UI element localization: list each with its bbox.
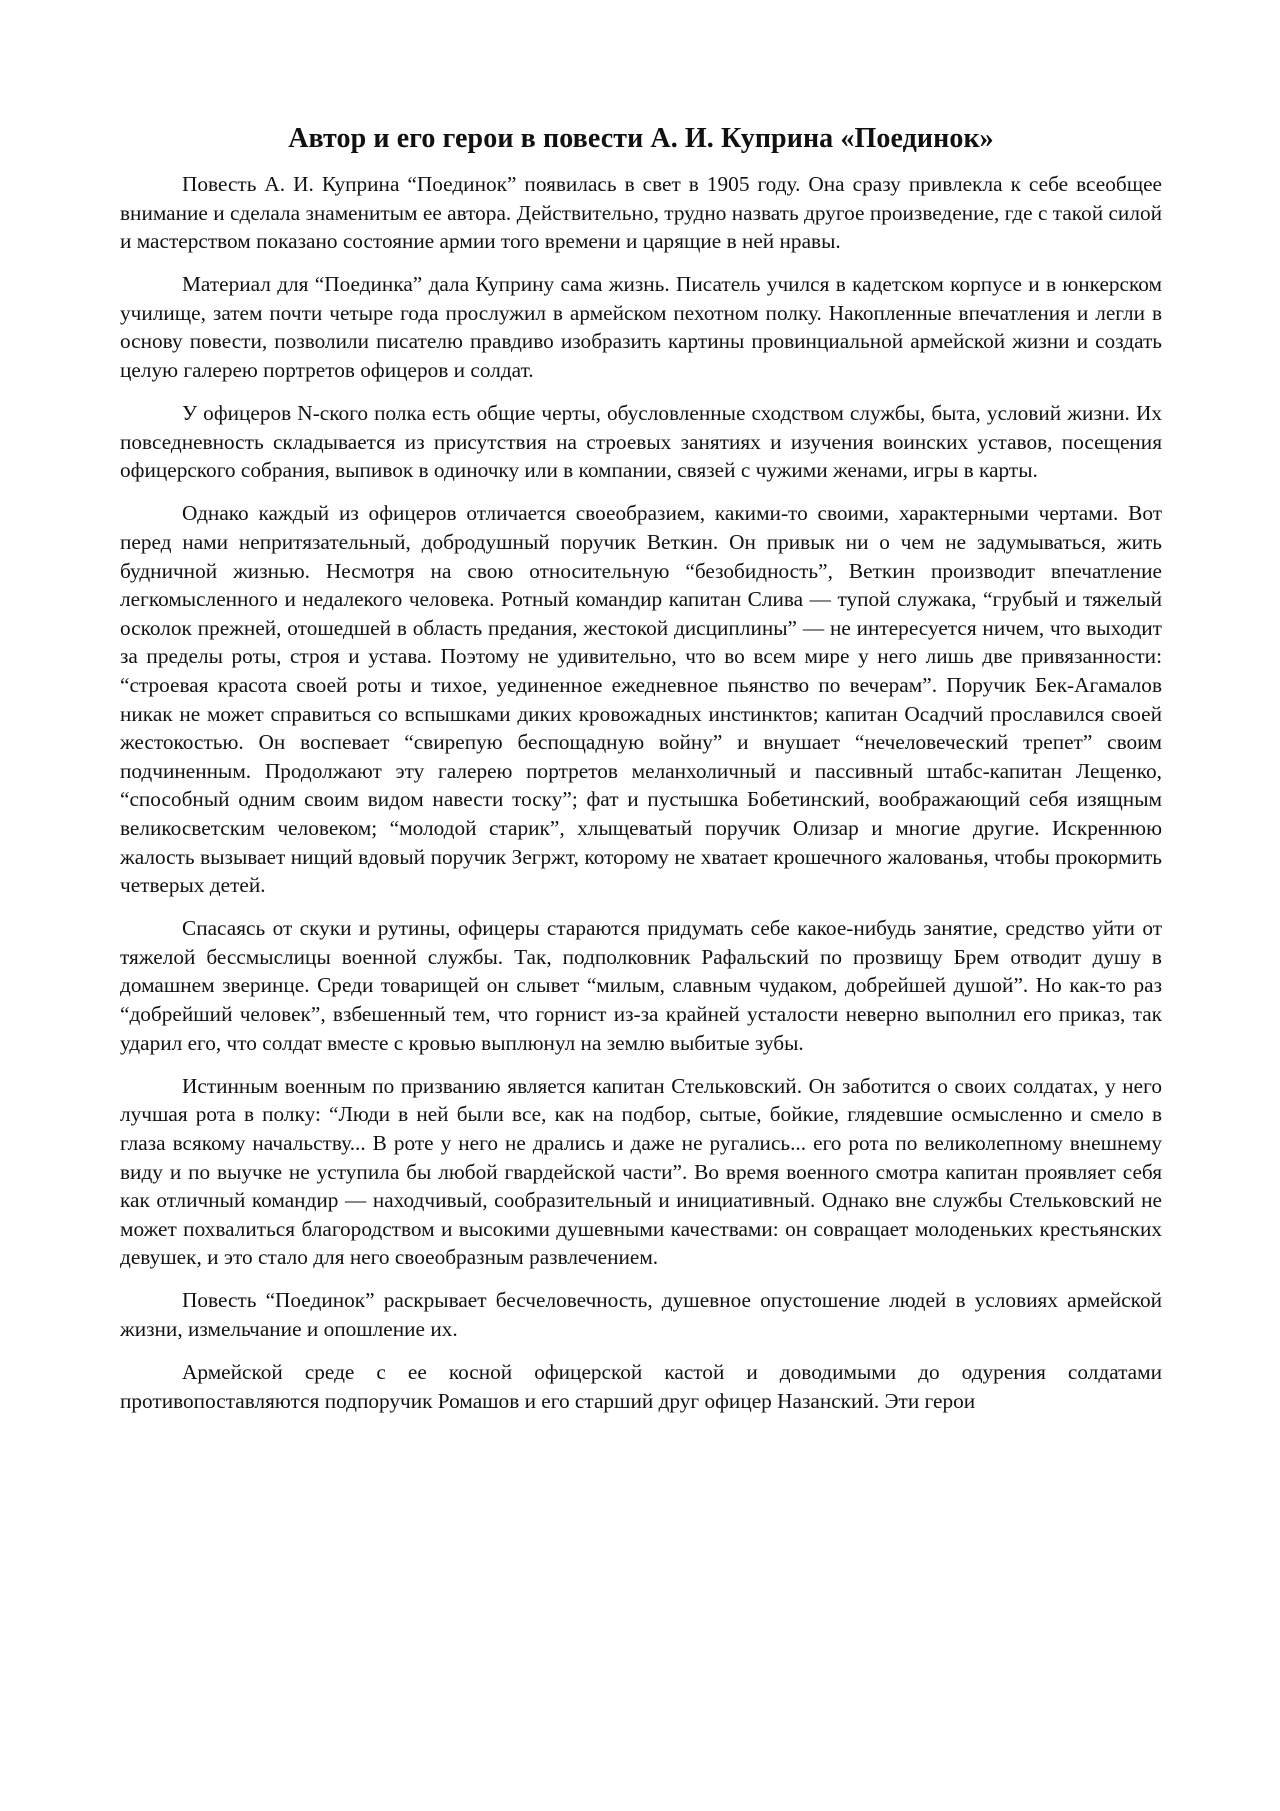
- paragraph-2: Материал для “Поединка” дала Куприну сама жизнь. Писатель учился в кадетском корпусе и в юнкерском училище, затем почти четыре года прослужил в армейском пехотном полку. Накопленные впечатления и легли в основу повести, позволили писателю правдиво изобразить картины провинциальной армейской жизни и создать целую галерею портретов офицеров и солдат.: [120, 272, 1162, 383]
- paragraph-3: У офицеров N-ского полка есть общие черты, обусловленные сходством службы, быта, условий жизни. Их повседневность складывается из присутствия на строевых занятиях и изучения воинских уставов, посещения офицерского собрания, выпивок в одиночку или в компании, связей с чужими женами, игры в карты.: [120, 401, 1162, 483]
- document-title: Автор и его герои в повести А. И. Куприна «Поединок»: [288, 123, 994, 154]
- paragraph-8: Армейской среде с ее косной офицерской кастой и доводимыми до одурения солдатами противопоставляются подпоручик Ромашов и его старший друг офицер Назанский. Эти герои: [120, 1360, 1162, 1413]
- paragraph-4: Однако каждый из офицеров отличается своеобразием, какими-то своими, характерными чертами. Вот перед нами непритязательный, добродушный поручик Веткин. Он привык ни о чем не задумываться, жить будничной жизнью. Несмотря на свою относительную “безобидность”, Веткин производит впечатление легкомысленного и недалекого человека. Ротный командир капитан Слива — тупой служака, “грубый и тяжелый осколок прежней, отошедшей в область предания, жестокой дисциплины” — не интересуется ничем, что выходит за пределы роты, строя и устава. Поэтому не удивительно, что во всем мире у него лишь две привязанности: “строевая красота своей роты и тихое, уединенное ежедневное пьянство по вечерам”. Поручик Бек-Агамалов никак не может справиться со вспышками диких кровожадных инстинктов; капитан Осадчий прославился своей жестокостью. Он воспевает “свирепую беспощадную войну” и внушает “нечеловеческий трепет” своим подчиненным. Продолжают эту галерею портретов меланхоличный и пассивный штабс-капитан Лещенко, “способный одним своим видом навести тоску”; фат и пустышка Бобетинский, воображающий себя изящным великосветским человеком; “молодой старик”, хлыщеватый поручик Олизар и многие другие. Искреннюю жалость вызывает нищий вдовый поручик Зегржт, которому не хватает крошечного жалованья, чтобы прокормить четверых детей.: [120, 501, 1162, 898]
- paragraph-6: Истинным военным по призванию является капитан Стельковский. Он заботится о своих солдатах, у него лучшая рота в полку: “Люди в ней были все, как на подбор, сытые, бойкие, глядевшие осмысленно и смело в глаза всякому начальству... В роте у него не дрались и даже не ругались... его рота по великолепному внешнему виду и по выучке не уступила бы любой гвардейской части”. Во время военного смотра капитан проявляет себя как отличный командир — находчивый, сообразительный и инициативный. Однако вне службы Стельковский не может похвалиться благородством и высокими душевными качествами: он совращает молоденьких крестьянских девушек, и это стало для него своеобразным развлечением.: [120, 1073, 1162, 1270]
- paragraph-1: Повесть А. И. Куприна “Поединок” появилась в свет в 1905 году. Она сразу привлекла к себе всеобщее внимание и сделала знаменитым ее автора. Действительно, трудно назвать другое произведение, где с такой силой и мастерством показано состояние армии того времени и царящие в ней нравы.: [120, 172, 1162, 254]
- paragraph-7: Повесть “Поединок” раскрывает бесчеловечность, душевное опустошение людей в условиях армейской жизни, измельчание и опошление их.: [120, 1288, 1162, 1341]
- paragraph-5: Спасаясь от скуки и рутины, офицеры стараются придумать себе какое-нибудь занятие, средство уйти от тяжелой бессмыслицы военной службы. Так, подполковник Рафальский по прозвищу Брем отводит душу в домашнем зверинце. Среди товарищей он слывет “милым, славным чудаком, добрейшей душой”. Но как-то раз “добрейший человек”, взбешенный тем, что горнист из-за крайней усталости неверно выполнил его приказ, так ударил его, что солдат вместе с кровью выплюнул на землю выбитые зубы.: [120, 916, 1162, 1055]
